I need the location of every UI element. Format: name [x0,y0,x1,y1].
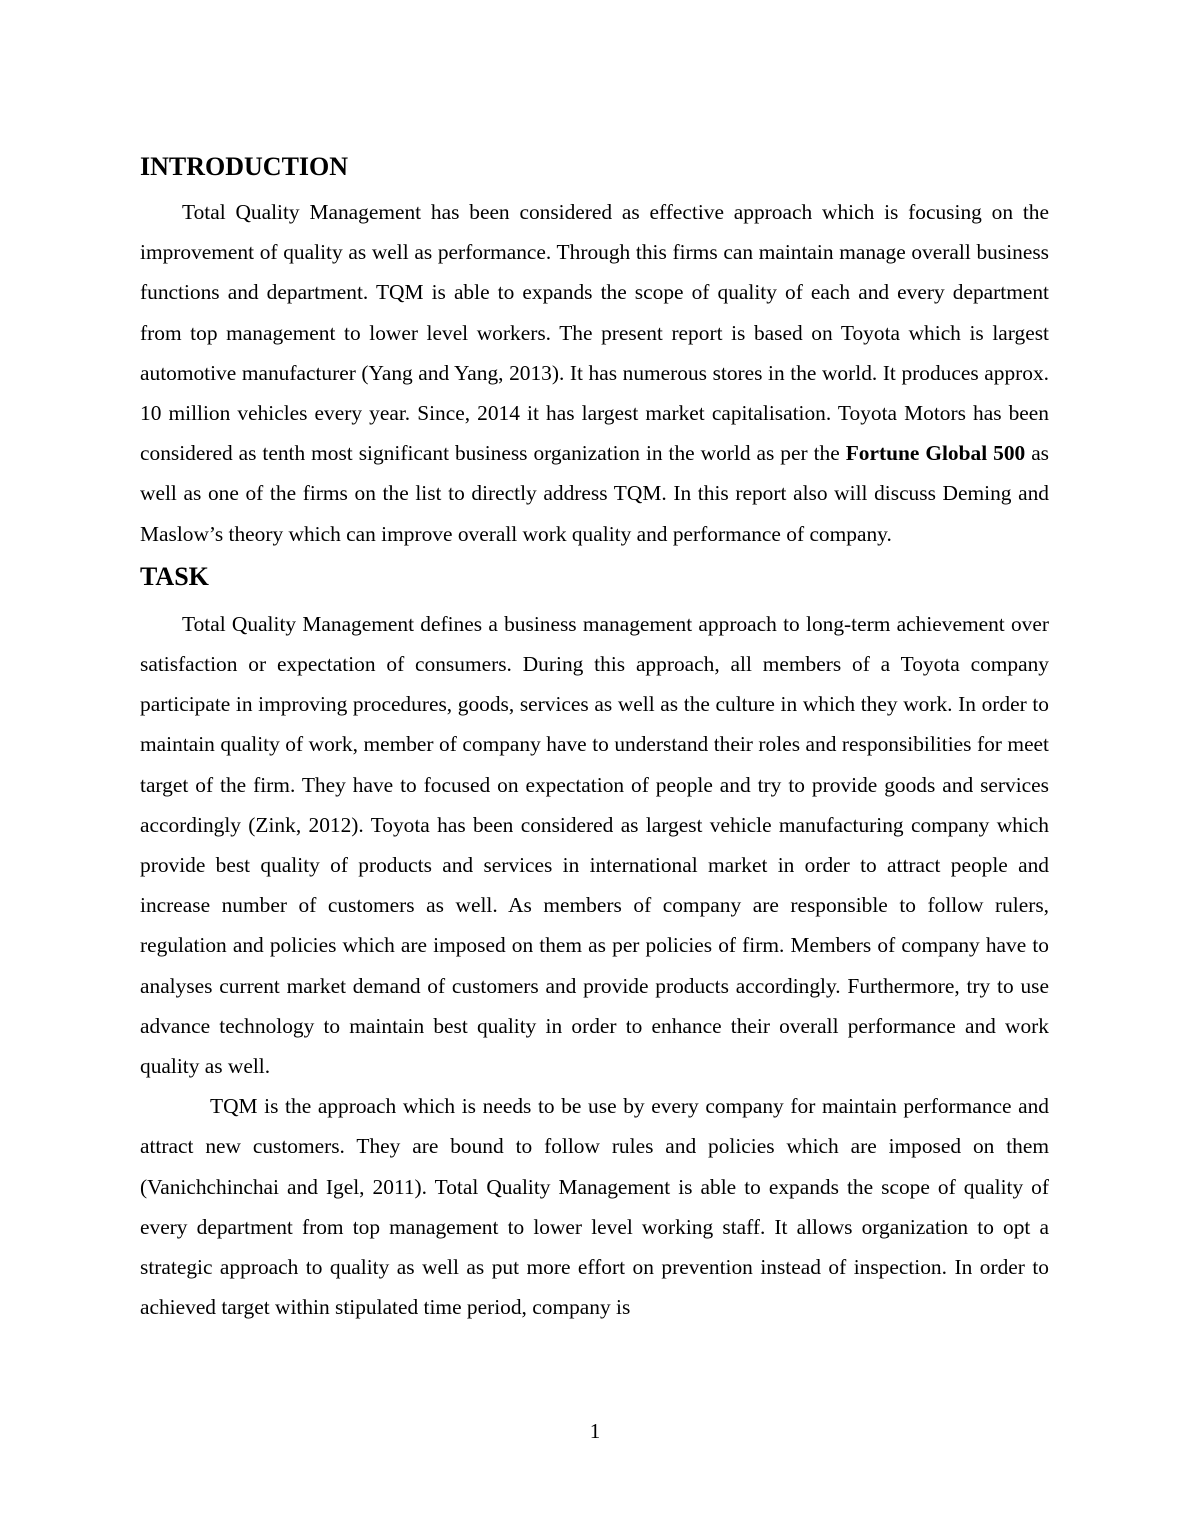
page-number: 1 [589,1419,601,1443]
page-content [140,150,1049,1327]
task-paragraph-1: Total Quality Management defines a business management approach to long-term achievement over satisfaction or expectation of consumers. During this approach, all members of a Toyota company participate in improving procedures, goods, services as well as the culture in which they work. In order to maintain quality of work, member of company have to understand their roles and responsibilities for meet target of the firm. They have to focused on expectation of people and try to provide goods and services accordingly (Zink, 2012). Toyota has been considered as largest vehicle manufacturing company which provide best quality of products and services in international market in order to attract people and increase number of customers as well. As members of company are responsible to follow rulers, regulation and policies which are imposed on them as per policies of firm. Members of company have to analyses current market demand of customers and provide products accordingly. Furthermore, try to use advance technology to maintain best quality in order to enhance their overall performance and work quality as well. [140,611,1049,1079]
task-paragraph-2: TQM is the approach which is needs to be use by every company for maintain performance and attract new customers. They are bound to follow rules and policies which are imposed on them (Vanichchinchai and Igel, 2011). Total Quality Management is able to expands the scope of quality of every department from top management to lower level working staff. It allows organization to opt a strategic approach to quality as well as put more effort on prevention instead of inspection. In order to achieved target within stipulated time period, company is [140,1094,1049,1320]
introduction-paragraph [140,192,1049,554]
fortune-global-500-bold: Fortune Global 500 [845,441,1026,466]
task-heading: TASK [140,561,209,591]
introduction-text-part-1: Total Quality Management has been considered as effective approach which is focusing on the improvement of quality as well as performance. Through this firms can maintain manage overall business functions and department. TQM is able to expands the scope of quality of each and every department from top management to lower level workers. The present report is based on Toyota which is largest automotive manufacturer (Yang and Yang, 2013). It has numerous stores in the world. It produces approx. 10 million vehicles every year. Since, 2014 it has largest market capitalisation. Toyota Motors has been considered as tenth most significant business organization in the world as per the [140,200,1049,466]
introduction-heading: INTRODUCTION [140,152,349,181]
introduction-text-part-2: as well as one of the firms on the list to directly address TQM. In this report also will discuss Deming and Maslow’s theory which can improve overall work quality and performance of company. [140,441,1050,546]
